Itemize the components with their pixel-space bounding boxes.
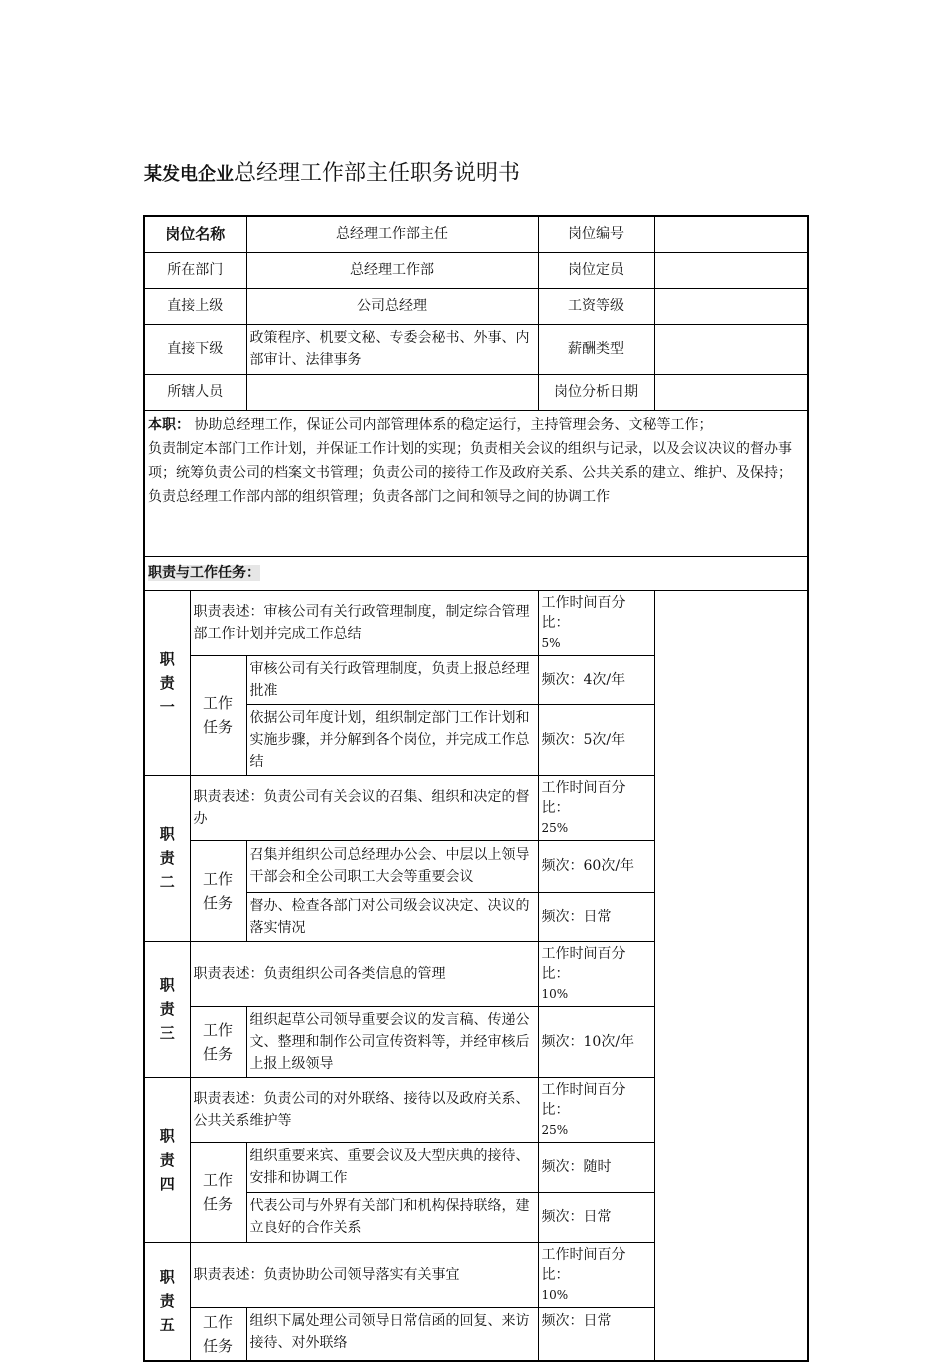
duties-section-label: 职责与工作任务： xyxy=(148,565,260,581)
post-name-value: 总经理工作部主任 xyxy=(246,216,538,252)
task-label-text: 工作任务 xyxy=(202,1020,233,1063)
task-label-text: 工作任务 xyxy=(202,1171,233,1213)
summary-line2: 负责制定本部门工作计划，并保证工作计划的实现；负责相关会议的组织与记录，以及会议决议的督办事项；统筹负责公司的档案文书管理；负责公司的接待工作及政府关系、公共关系的建立、维护、及保持；负责总经理工作部内部的组织管理；负责各部门之间和领导之间的协调工作 xyxy=(148,440,792,505)
duty-5-pct xyxy=(538,1242,654,1307)
duty-1-name: 职责一 xyxy=(159,649,175,716)
subordinate-value: 政策程序、机要文秘、专委会秘书、外事、内部审计、法律事务 xyxy=(246,324,538,374)
duty-2-task-1: 召集并组织公司总经理办公会、中层以上领导干部会和全公司职工大会等重要会议 xyxy=(246,840,538,892)
duty-4-task-1: 组织重要来宾、重要会议及大型庆典的接待、安排和协调工作 xyxy=(246,1142,538,1192)
post-name-label: 岗位名称 xyxy=(144,216,246,252)
duty-3-label xyxy=(144,941,190,1077)
duty-5-label xyxy=(144,1242,190,1361)
duty-5-task-1: 组织下属处理公司领导日常信函的回复、来访接待、对外联络 xyxy=(246,1307,538,1361)
duty-2-task-2: 督办、检查各部门对公司级会议决定、决议的落实情况 xyxy=(246,892,538,941)
duty-3-task-1-freq: 频次：10次/年 xyxy=(538,1006,654,1077)
grade-value xyxy=(654,288,808,324)
pay-type-value xyxy=(654,324,808,374)
duty-4-pct-label: 工作时间百分比： xyxy=(541,1081,626,1118)
duty-1-task-label xyxy=(190,655,246,775)
superior-label: 直接上级 xyxy=(144,288,246,324)
duty-4-task-2-freq: 频次：日常 xyxy=(538,1192,654,1242)
duty-1-pct xyxy=(538,590,654,655)
duty-1-pct-value: 5% xyxy=(541,635,561,650)
title-lead: 某发电企业 xyxy=(144,164,234,185)
dept-value: 总经理工作部 xyxy=(246,252,538,288)
duty-2-task-2-freq: 频次：日常 xyxy=(538,892,654,941)
duty-1-task-1-freq: 频次：4次/年 xyxy=(538,655,654,704)
duty-3-statement: 职责表述：负责组织公司各类信息的管理 xyxy=(190,941,538,1006)
staffing-label: 岗位定员 xyxy=(538,252,654,288)
duty-4-statement: 职责表述：负责公司的对外联络、接待以及政府关系、公共关系维护等 xyxy=(190,1077,538,1142)
duty-4-label xyxy=(144,1077,190,1242)
duty-4-task-2: 代表公司与外界有关部门和机构保持联络，建立良好的合作关系 xyxy=(246,1192,538,1242)
duty-2-label xyxy=(144,775,190,941)
duty-5-pct-value: 10% xyxy=(541,1287,569,1302)
duty-3-pct xyxy=(538,941,654,1006)
duty-1-pct-label: 工作时间百分比： xyxy=(541,594,626,631)
staff-value xyxy=(246,374,538,410)
summary-line1: 协助总经理工作，保证公司内部管理体系的稳定运行，主持管理会务、文秘等工作； xyxy=(190,416,713,433)
summary-cell xyxy=(144,410,808,556)
superior-value: 公司总经理 xyxy=(246,288,538,324)
job-description-table xyxy=(143,215,809,1362)
title-main: 总经理工作部主任职务说明书 xyxy=(234,161,521,186)
duty-3-pct-label: 工作时间百分比： xyxy=(541,945,626,982)
post-no-value xyxy=(654,216,808,252)
duty-5-pct-label: 工作时间百分比： xyxy=(541,1246,626,1283)
duty-5-name: 职责五 xyxy=(159,1268,175,1334)
duty-5-task-1-freq: 频次：日常 xyxy=(538,1307,654,1361)
duty-3-pct-value: 10% xyxy=(541,986,569,1001)
duty-3-task-label xyxy=(190,1006,246,1077)
duty-1-task-2: 依据公司年度计划，组织制定部门工作计划和实施步骤，并分解到各个岗位，并完成工作总结 xyxy=(246,704,538,775)
task-label-text: 工作任务 xyxy=(202,694,233,736)
page-title xyxy=(144,156,520,187)
staffing-value xyxy=(654,252,808,288)
duty-3-name: 职责三 xyxy=(159,976,175,1042)
staff-label: 所辖人员 xyxy=(144,374,246,410)
duty-4-name: 职责四 xyxy=(159,1126,175,1193)
duty-2-pct xyxy=(538,775,654,840)
duty-2-statement: 职责表述：负责公司有关会议的召集、组织和决定的督办 xyxy=(190,775,538,840)
duty-4-pct-value: 25% xyxy=(541,1122,569,1137)
duties-section xyxy=(144,556,808,590)
task-label-text: 工作任务 xyxy=(202,1312,233,1355)
duty-5-task-label xyxy=(190,1307,246,1361)
duty-4-pct xyxy=(538,1077,654,1142)
duty-1-task-2-freq: 频次：5次/年 xyxy=(538,704,654,775)
grade-label: 工资等级 xyxy=(538,288,654,324)
duty-2-pct-value: 25% xyxy=(541,820,569,835)
duty-5-statement: 职责表述：负责协助公司领导落实有关事宜 xyxy=(190,1242,538,1307)
analysis-date-value xyxy=(654,374,808,410)
subordinate-label: 直接下级 xyxy=(144,324,246,374)
analysis-date-label: 岗位分析日期 xyxy=(538,374,654,410)
duty-2-name: 职责二 xyxy=(159,825,175,891)
duty-3-task-1: 组织起草公司领导重要会议的发言稿、传递公文、整理和制作公司宣传资料等，并经审核后上报上级领导 xyxy=(246,1006,538,1077)
task-label-text: 工作任务 xyxy=(202,869,233,912)
post-no-label: 岗位编号 xyxy=(538,216,654,252)
dept-label: 所在部门 xyxy=(144,252,246,288)
duty-4-task-label xyxy=(190,1142,246,1242)
duty-2-task-label xyxy=(190,840,246,941)
duty-1-statement: 职责表述：审核公司有关行政管理制度，制定综合管理部工作计划并完成工作总结 xyxy=(190,590,538,655)
summary-label: 本职： xyxy=(148,416,190,433)
pay-type-label: 薪酬类型 xyxy=(538,324,654,374)
duty-1-label xyxy=(144,590,190,775)
duty-2-task-1-freq: 频次：60次/年 xyxy=(538,840,654,892)
duty-2-pct-label: 工作时间百分比： xyxy=(541,779,626,816)
duty-1-task-1: 审核公司有关行政管理制度，负责上报总经理批准 xyxy=(246,655,538,704)
duty-4-task-1-freq: 频次：随时 xyxy=(538,1142,654,1192)
